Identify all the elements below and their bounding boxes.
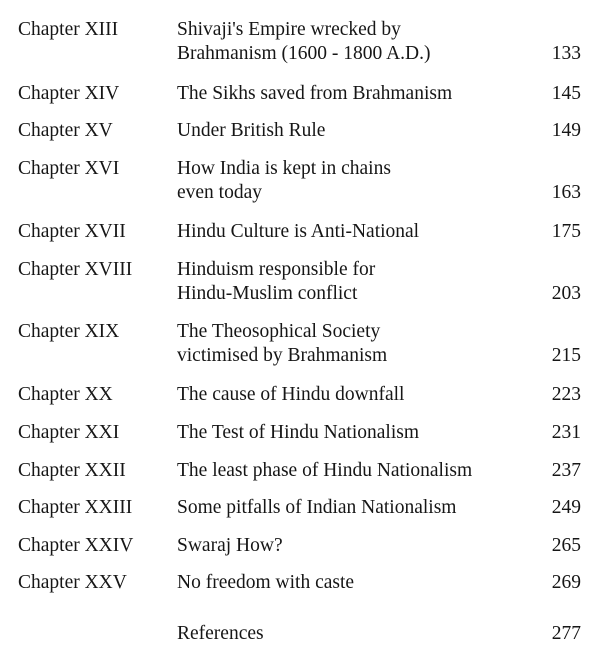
chapter-title-line: victimised by Brahmanism [177, 345, 388, 366]
chapter-label: Chapter XXV [18, 572, 127, 593]
page-number: 237 [551, 460, 581, 481]
chapter-label: Chapter XXIII [18, 497, 133, 518]
chapter-label: Chapter XVI [18, 158, 120, 179]
page-number: 231 [551, 422, 581, 443]
chapter-title [177, 320, 542, 368]
chapter-label: Chapter XV [18, 120, 113, 141]
references-title-text: References [177, 623, 264, 644]
chapter-label: Chapter XVII [18, 221, 126, 242]
chapter-title-line: even today [177, 182, 263, 203]
chapter-label: Chapter XXII [18, 460, 126, 481]
page-number: 277 [551, 623, 581, 644]
page-number: 149 [551, 120, 581, 141]
references-title [177, 622, 542, 646]
page-number: 265 [551, 535, 581, 556]
chapter-title [177, 421, 542, 445]
page-number: 175 [551, 221, 581, 242]
page-number: 215 [551, 345, 581, 366]
chapter-title-line: The least phase of Hindu Nationalism [177, 460, 473, 481]
chapter-title-line: How India is kept in chains [177, 158, 391, 179]
page-number: 249 [551, 497, 581, 518]
chapter-title [177, 496, 542, 520]
chapter-title [177, 119, 542, 143]
chapter-title-line: Brahmanism (1600 - 1800 A.D.) [177, 43, 431, 64]
chapter-title [177, 18, 542, 66]
chapter-title [177, 383, 542, 407]
page-number: 163 [551, 182, 581, 203]
chapter-title [177, 82, 542, 106]
page-number: 133 [551, 43, 581, 64]
page-number: 145 [551, 83, 581, 104]
chapter-title-line: No freedom with caste [177, 572, 355, 593]
chapter-title-line: Some pitfalls of Indian Nationalism [177, 497, 457, 518]
chapter-title-line: Swaraj How? [177, 535, 283, 556]
chapter-title-line: The cause of Hindu downfall [177, 384, 405, 405]
page-number: 269 [551, 572, 581, 593]
chapter-label: Chapter XVIII [18, 259, 133, 280]
chapter-title [177, 258, 542, 306]
chapter-title-line: The Test of Hindu Nationalism [177, 422, 419, 443]
chapter-title [177, 534, 542, 558]
chapter-label: Chapter XXIV [18, 535, 134, 556]
chapter-title-line: Hinduism responsible for [177, 259, 376, 280]
chapter-title-line: Hindu-Muslim conflict [177, 283, 358, 304]
chapter-title [177, 157, 542, 205]
chapter-label: Chapter XX [18, 384, 113, 405]
chapter-label: Chapter XIX [18, 321, 120, 342]
chapter-title-line: Shivaji's Empire wrecked by [177, 19, 401, 40]
page-number: 203 [551, 283, 581, 304]
chapter-title [177, 571, 542, 595]
chapter-label: Chapter XIV [18, 83, 120, 104]
chapter-label: Chapter XXI [18, 422, 120, 443]
page-number: 223 [551, 384, 581, 405]
chapter-title-line: The Sikhs saved from Brahmanism [177, 83, 453, 104]
chapter-title-line: Hindu Culture is Anti-National [177, 221, 420, 242]
chapter-label: Chapter XIII [18, 19, 119, 40]
chapter-title-line: The Theosophical Society [177, 321, 381, 342]
chapter-title [177, 220, 542, 244]
chapter-title [177, 459, 542, 483]
chapter-title-line: Under British Rule [177, 120, 326, 141]
